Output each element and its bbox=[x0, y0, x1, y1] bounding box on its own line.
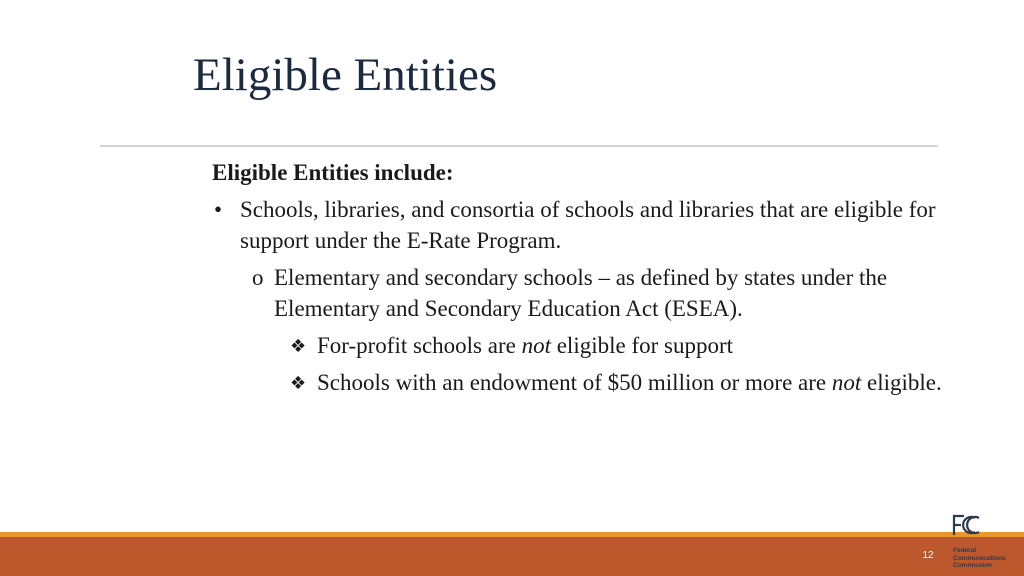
sub-sub-bullet-text-part: eligible. bbox=[861, 370, 942, 395]
bullet-text: Schools, libraries, and consortia of schools and libraries that are eligible for support under the E-Rate Program. bbox=[240, 197, 936, 253]
footer-bar bbox=[0, 537, 1024, 576]
diamond-bullet-icon: ❖ bbox=[290, 336, 307, 357]
slide-title: Eligible Entities bbox=[193, 49, 498, 101]
bullet-item bbox=[212, 194, 952, 256]
emphasis-text: not bbox=[831, 370, 862, 395]
sub-sub-bullet-text-part: Schools with an endowment of $50 million or more are bbox=[317, 370, 832, 395]
page-number: 12 bbox=[922, 550, 934, 561]
logo-word: Federal bbox=[953, 547, 977, 554]
sub-sub-bullet-item bbox=[290, 367, 952, 398]
sub-sub-bullet-text-part: eligible for support bbox=[550, 333, 734, 358]
bullet-icon: • bbox=[214, 197, 223, 222]
fcc-logo-icon bbox=[951, 513, 981, 537]
fcc-logo-wordmark bbox=[953, 547, 1006, 570]
logo-word: Commission bbox=[953, 562, 993, 569]
section-heading: Eligible Entities include: bbox=[212, 160, 454, 185]
sub-bullet-item bbox=[252, 262, 952, 324]
diamond-bullet-icon: ❖ bbox=[290, 373, 307, 394]
logo-word: Communications bbox=[953, 554, 1006, 562]
sub-bullet-text: Elementary and secondary schools – as defined by states under the Elementary and Secondary Education Act (ESEA). bbox=[274, 265, 888, 321]
sub-sub-bullet-text-part: For-profit schools are bbox=[317, 333, 522, 358]
slide-body bbox=[212, 157, 952, 404]
sub-sub-bullet-item bbox=[290, 330, 952, 361]
title-divider bbox=[100, 145, 938, 147]
circle-bullet-icon: o bbox=[252, 265, 264, 290]
emphasis-text: not bbox=[521, 333, 551, 358]
